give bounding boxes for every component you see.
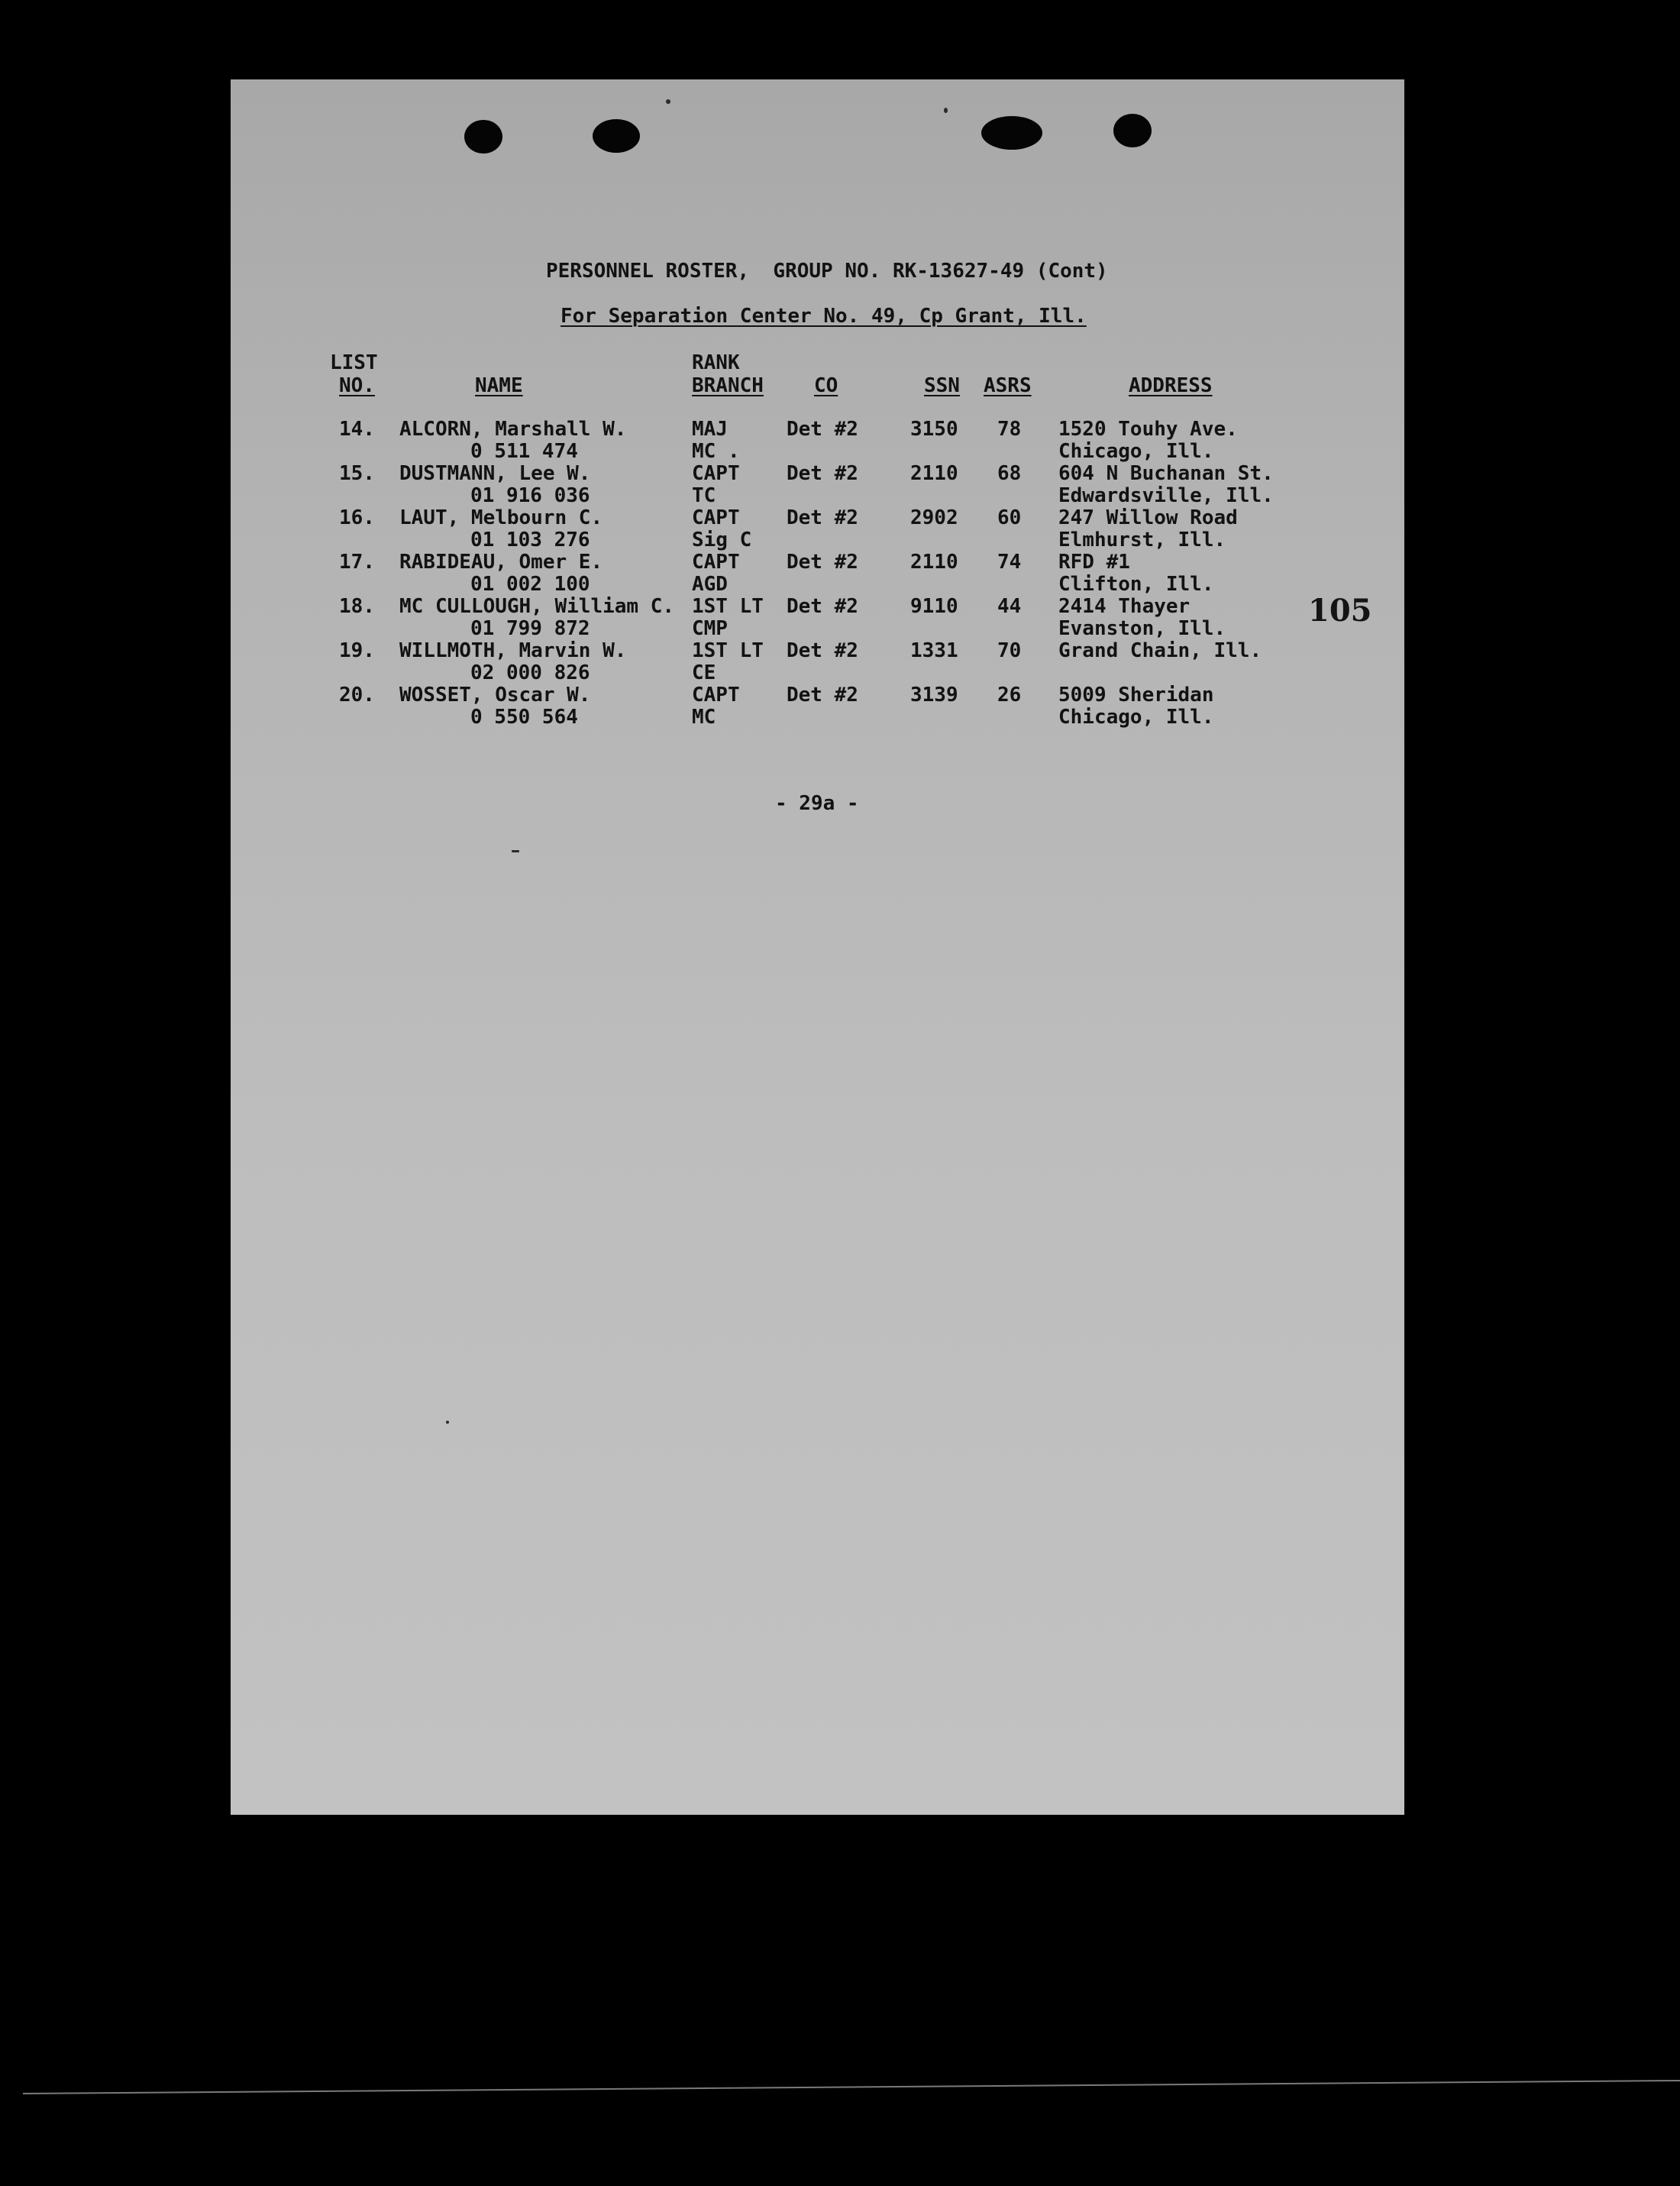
row-address-line2: Evanston, Ill. xyxy=(1058,617,1226,640)
speck xyxy=(446,1421,449,1424)
row-asrs: 60 xyxy=(997,506,1022,529)
row-ssn: 9110 xyxy=(910,595,958,618)
row-address-line1: 247 Willow Road xyxy=(1058,506,1238,529)
row-branch: CE xyxy=(692,661,716,684)
row-asrs: 44 xyxy=(997,595,1022,618)
row-branch: Sig C xyxy=(692,529,752,551)
row-list-no: 20. xyxy=(339,684,375,707)
row-address-line2: Chicago, Ill. xyxy=(1058,706,1214,729)
row-list-no: 15. xyxy=(339,462,375,485)
roster-subtitle: For Separation Center No. 49, Cp Grant, Ill. xyxy=(561,305,1087,328)
row-rank: CAPT xyxy=(692,462,740,485)
page-number: - 29a - xyxy=(775,792,859,815)
row-rank: CAPT xyxy=(692,551,740,574)
row-name: DUSTMANN, Lee W. xyxy=(399,462,591,485)
row-co: Det #2 xyxy=(787,639,858,662)
row-ssn: 2110 xyxy=(910,551,958,574)
col-list-no-line2: NO. xyxy=(339,374,375,397)
punch-hole xyxy=(464,120,502,154)
punch-hole xyxy=(1113,114,1152,147)
row-co: Det #2 xyxy=(787,551,858,574)
row-asrs: 70 xyxy=(997,639,1022,662)
roster-title: PERSONNEL ROSTER, GROUP NO. RK-13627-49 (Cont) xyxy=(546,260,1108,283)
row-name: RABIDEAU, Omer E. xyxy=(399,551,603,574)
row-name: MC CULLOUGH, William C. xyxy=(399,595,675,618)
row-co: Det #2 xyxy=(787,684,858,707)
row-co: Det #2 xyxy=(787,506,858,529)
row-list-no: 16. xyxy=(339,506,375,529)
row-address-line1: 2414 Thayer xyxy=(1058,595,1191,618)
punch-hole xyxy=(981,116,1042,150)
row-serial: 02 000 826 xyxy=(470,661,590,684)
col-ssn: SSN xyxy=(924,374,960,397)
row-asrs: 78 xyxy=(997,418,1022,441)
row-ssn: 1331 xyxy=(910,639,958,662)
row-branch: AGD xyxy=(692,573,728,596)
row-name: ALCORN, Marshall W. xyxy=(399,418,627,441)
row-rank: MAJ xyxy=(692,418,728,441)
stamp-number: 105 xyxy=(1308,593,1372,629)
col-list-no-line1: LIST xyxy=(330,351,378,374)
row-name: LAUT, Melbourn C. xyxy=(399,506,603,529)
speck xyxy=(944,108,948,113)
row-serial: 01 916 036 xyxy=(470,484,590,507)
col-address: ADDRESS xyxy=(1129,374,1213,397)
row-serial: 0 511 474 xyxy=(470,440,578,463)
row-co: Det #2 xyxy=(787,418,858,441)
row-address-line1: 1520 Touhy Ave. xyxy=(1058,418,1238,441)
row-name: WOSSET, Oscar W. xyxy=(399,684,591,707)
row-ssn: 3139 xyxy=(910,684,958,707)
row-asrs: 68 xyxy=(997,462,1022,485)
row-branch: CMP xyxy=(692,617,728,640)
col-rank-branch: BRANCH xyxy=(692,374,764,397)
row-list-no: 14. xyxy=(339,418,375,441)
row-co: Det #2 xyxy=(787,462,858,485)
col-asrs: ASRS xyxy=(984,374,1032,397)
speck xyxy=(512,850,519,852)
document-page xyxy=(231,79,1404,1815)
row-ssn: 3150 xyxy=(910,418,958,441)
row-serial: 01 103 276 xyxy=(470,529,590,551)
row-address-line2: Edwardsville, Ill. xyxy=(1058,484,1274,507)
row-ssn: 2902 xyxy=(910,506,958,529)
row-list-no: 17. xyxy=(339,551,375,574)
col-co: CO xyxy=(814,374,838,397)
row-rank: CAPT xyxy=(692,506,740,529)
row-rank: CAPT xyxy=(692,684,740,707)
row-serial: 0 550 564 xyxy=(470,706,578,729)
punch-hole xyxy=(593,119,640,153)
row-serial: 01 002 100 xyxy=(470,573,590,596)
row-rank: 1ST LT xyxy=(692,595,764,618)
row-address-line2: Chicago, Ill. xyxy=(1058,440,1214,463)
col-name: NAME xyxy=(475,374,523,397)
row-co: Det #2 xyxy=(787,595,858,618)
row-address-line1: 5009 Sheridan xyxy=(1058,684,1214,707)
row-branch: TC xyxy=(692,484,716,507)
row-list-no: 19. xyxy=(339,639,375,662)
row-asrs: 26 xyxy=(997,684,1022,707)
row-branch: MC xyxy=(692,706,716,729)
speck xyxy=(666,99,670,104)
row-rank: 1ST LT xyxy=(692,639,764,662)
row-address-line2: Clifton, Ill. xyxy=(1058,573,1214,596)
row-asrs: 74 xyxy=(997,551,1022,574)
row-address-line1: Grand Chain, Ill. xyxy=(1058,639,1262,662)
row-name: WILLMOTH, Marvin W. xyxy=(399,639,627,662)
row-branch: MC . xyxy=(692,440,740,463)
row-address-line2: Elmhurst, Ill. xyxy=(1058,529,1226,551)
row-list-no: 18. xyxy=(339,595,375,618)
row-address-line1: RFD #1 xyxy=(1058,551,1130,574)
scan-edge-line xyxy=(23,2080,1680,2094)
row-serial: 01 799 872 xyxy=(470,617,590,640)
row-ssn: 2110 xyxy=(910,462,958,485)
row-address-line1: 604 N Buchanan St. xyxy=(1058,462,1274,485)
col-rank-line1: RANK xyxy=(692,351,740,374)
